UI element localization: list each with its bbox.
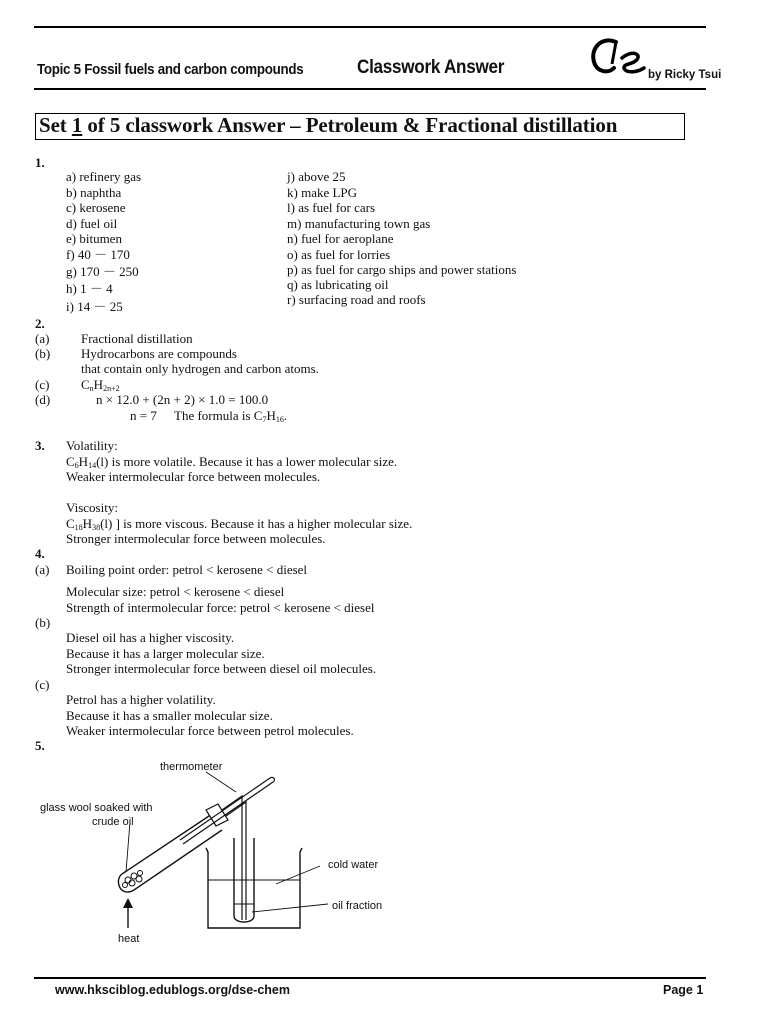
header-bottom-rule [34, 88, 706, 90]
q1-number: 1. [35, 155, 45, 170]
leader-line [276, 866, 320, 884]
label-heat: heat [118, 933, 140, 945]
q4b-label: (b) [35, 615, 51, 630]
q1-item: a) refinery gas [66, 169, 142, 184]
label-cold-water: cold water [328, 859, 379, 871]
q4b-line: Diesel oil has a higher viscosity. [66, 630, 235, 645]
q4a-line: Molecular size: petrol < kerosene < diesel [66, 584, 285, 599]
q4a-line: Strength of intermolecular force: petrol < kerosene < diesel [66, 600, 375, 615]
q1-item: d) fuel oil [66, 216, 118, 231]
q3-number: 3. [35, 438, 45, 453]
q3-volatility-answer: $C_6H_{14}(l)$ is more volatile. Because it has a lower molecular size. [66, 454, 398, 470]
q1-item: i) 14 － 25 [66, 299, 123, 314]
q4c-label: (c) [35, 677, 50, 692]
q3-viscosity-heading: Viscosity: [66, 500, 118, 515]
footer-url: www.hksciblog.edublogs.org/dse-chem [55, 983, 290, 997]
header-author: by Ricky Tsui [648, 69, 722, 81]
q1-item: j) above 25 [287, 169, 346, 184]
label-oil-fraction: oil fraction [332, 900, 383, 912]
q2c-label: (c) [35, 377, 50, 392]
q1-item: p) as fuel for cargo ships and power stations [287, 262, 517, 277]
q4b-line: Because it has a larger molecular size. [66, 646, 265, 661]
glass-wool [123, 871, 143, 888]
header-topic: Topic 5 Fossil fuels and carbon compounds [37, 62, 304, 78]
q4c-line: Because it has a smaller molecular size. [66, 708, 273, 723]
q4a-label: (a) [35, 562, 50, 577]
q2d-result: n = 7 [130, 408, 157, 423]
q2b-answer-line1: Hydrocarbons are compounds [81, 346, 237, 361]
heat-arrow [123, 898, 133, 928]
q2b-label: (b) [35, 346, 51, 361]
author-logo [588, 34, 648, 82]
q2-number: 2. [35, 316, 45, 331]
footer-rule [34, 977, 706, 979]
q4-number: 4. [35, 546, 45, 561]
label-crude-oil: crude oil [92, 816, 134, 828]
q1-item: m) manufacturing town gas [287, 216, 431, 231]
q1-item: q) as lubricating oil [287, 277, 389, 292]
q2d-label: (d) [35, 392, 51, 407]
q2a-answer: Fractional distillation [81, 331, 193, 346]
page-number: Page 1 [663, 983, 704, 997]
q4c-line: Petrol has a higher volatility. [66, 692, 216, 707]
q3-viscosity-reason: Stronger intermolecular force between molecules. [66, 531, 326, 546]
q1-item: l) as fuel for cars [287, 200, 376, 215]
q1-item: n) fuel for aeroplane [287, 231, 394, 246]
leader-line [126, 822, 130, 872]
thermometer [180, 777, 274, 844]
leader-line [252, 904, 328, 912]
leader-line [206, 772, 236, 792]
header-classwork-label: Classwork Answer [357, 57, 505, 78]
q3-volatility-reason: Weaker intermolecular force between molecules. [66, 469, 321, 484]
q4c-line: Weaker intermolecular force between petrol molecules. [66, 723, 354, 738]
q3-volatility-heading: Volatility: [66, 438, 118, 453]
q1-item: f) 40 － 170 [66, 247, 130, 262]
page-title: Set 1 of 5 classwork Answer – Petroleum & Fractional distillation [39, 113, 618, 137]
label-glass-wool: glass wool soaked with [40, 802, 153, 814]
q2c-formula: $C_nH_{2n+2}$ [81, 377, 120, 393]
q1-item: b) naphtha [66, 185, 122, 200]
label-thermometer: thermometer [160, 761, 223, 773]
q1-item: k) make LPG [287, 185, 358, 200]
q1-item: h) 1 － 4 [66, 281, 113, 296]
q1-item: g) 170 － 250 [66, 264, 139, 279]
q1-item: e) bitumen [66, 231, 122, 246]
q1-item: c) kerosene [66, 200, 126, 215]
q2d-equation: n × 12.0 + (2n + 2) × 1.0 = 100.0 [96, 392, 269, 407]
q4b-line: Stronger intermolecular force between diesel oil molecules. [66, 661, 377, 676]
q3-viscosity-answer: $C_{18}H_{38}(l)$ ] is more viscous. Because it has a higher molecular size. [66, 516, 413, 532]
q2b-answer-line2: that contain only hydrogen and carbon atoms. [81, 361, 319, 376]
q4a-line: Boiling point order: petrol < kerosene < diesel [66, 562, 308, 577]
q1-item: r) surfacing road and roofs [287, 292, 426, 307]
q1-item: o) as fuel for lorries [287, 247, 391, 262]
distillation-apparatus-diagram [30, 752, 430, 952]
q2d-formula: The formula is $C_7H_{16}$. [174, 408, 288, 424]
header-top-rule [34, 26, 706, 28]
q2a-label: (a) [35, 331, 50, 346]
q5-number: 5. [35, 738, 45, 753]
